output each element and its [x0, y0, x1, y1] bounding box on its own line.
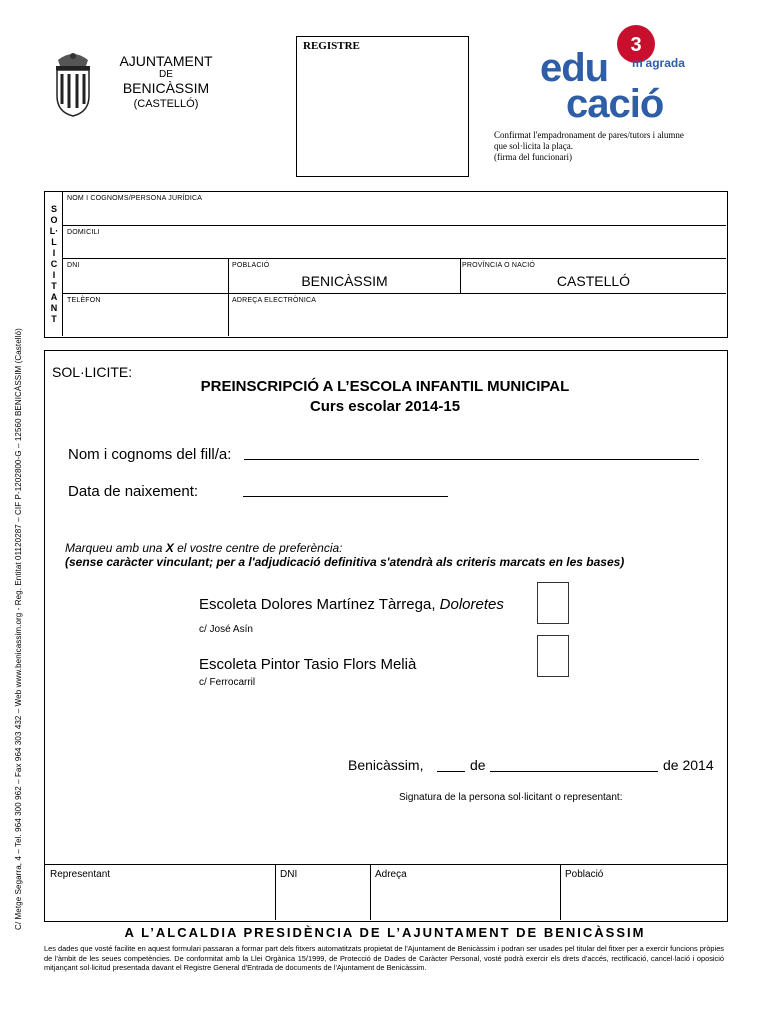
email-label: ADREÇA ELECTRÒNICA — [232, 297, 317, 304]
applicant-email-field[interactable] — [229, 306, 725, 335]
name-label: NOM I COGNOMS/PERSONA JURÍDICA — [67, 195, 203, 202]
rep-dni-label: DNI — [280, 869, 298, 880]
child-name-field[interactable] — [244, 459, 699, 460]
dni-label: DNI — [67, 262, 80, 269]
school-2-name: Escoleta Pintor Tasio Flors Melià — [199, 656, 417, 673]
address-label: DOMICILI — [67, 229, 100, 236]
town-value[interactable]: BENICÀSSIM — [301, 273, 388, 289]
rep-town-label: Població — [565, 869, 604, 880]
applicant-dni-field[interactable] — [63, 271, 227, 292]
signature-label: Signatura de la persona sol·licitant o representant: — [399, 792, 623, 803]
org-line-4: (CASTELLÓ) — [133, 98, 199, 110]
instruction-line-1: Marqueu amb una X el vostre centre de preferència: — [65, 541, 343, 555]
signature-de: de — [470, 757, 486, 773]
phone-label: TELÈFON — [67, 297, 101, 304]
school-1-address: c/ José Asín — [199, 624, 253, 635]
educacio-logo — [540, 22, 685, 132]
request-subtitle: Curs escolar 2014-15 — [309, 398, 461, 415]
col-divider — [560, 864, 561, 920]
school-2-checkbox[interactable] — [537, 635, 569, 677]
signature-year: de 2014 — [663, 757, 714, 773]
registre-box — [296, 36, 469, 177]
org-line-3: BENICÀSSIM — [122, 80, 210, 96]
birth-date-label: Data de naixement: — [68, 483, 199, 500]
applicant-address-field[interactable] — [63, 238, 725, 257]
signature-area[interactable] — [399, 808, 699, 858]
row-divider — [62, 258, 726, 259]
logo-edu-text: edu — [540, 46, 609, 90]
request-title: PREINSCRIPCIÓ A L’ESCOLA INFANTIL MUNICIPAL — [200, 378, 570, 395]
province-value[interactable]: CASTELLÓ — [556, 273, 631, 289]
applicant-phone-field[interactable] — [63, 306, 227, 335]
data-protection-notice: Les dades que vosté facilite en aquest formulari passaran a formar part dels fitxers automatitzats propietat de l'Ajuntament de Benicàssim i podran ser usades pel titular del fitxer per a exercir funcions pròpies de l'àmbit de les seues competències. De conformitat amb la Llei Orgànica 15/1999, de Protecció de Dades de Caràcter Personal, vosté podrà exercir els drets d'accés, rectificació, cancel·lació i oposició mitjançant sol·licitud presentada davant el Registre General d'Entrada de documents de l'Ajuntament de Benicàssim. — [44, 944, 724, 972]
birth-date-field[interactable] — [243, 496, 448, 497]
school-1-name: Escoleta Dolores Martínez Tàrrega, Doloretes — [199, 596, 504, 613]
col-divider — [370, 864, 371, 920]
confirm-line-3: (firma del funcionari) — [494, 152, 572, 162]
coat-of-arms-icon — [50, 50, 96, 120]
instruction-line-2: (sense caràcter vinculant; per a l'adjudicació definitiva s'atendrà als criteris marcats en les bases) — [65, 555, 625, 569]
representative-label: Representant — [50, 869, 111, 880]
signature-place: Benicàssim, — [348, 757, 424, 773]
confirmation-note — [494, 130, 684, 163]
applicant-name-field[interactable] — [63, 204, 725, 224]
school-1-checkbox[interactable] — [537, 582, 569, 624]
row-divider — [62, 225, 726, 226]
sollicitant-vertical-label: S O L· L I C I T A N T — [49, 204, 59, 324]
org-line-2: DE — [159, 69, 173, 80]
org-line-1: AJUNTAMENT — [119, 53, 213, 69]
month-field[interactable] — [490, 771, 658, 772]
col-divider — [275, 864, 276, 920]
logo-magrada-text: m'agrada — [632, 56, 685, 70]
province-label: PROVÍNCIA O NACIÓ — [462, 262, 536, 269]
registre-label: REGISTRE — [303, 40, 360, 52]
confirm-line-1: Confirmat l'empadronament de pares/tutors i alumne — [494, 130, 684, 140]
rep-address-label: Adreça — [375, 869, 407, 880]
confirm-line-2: que sol·licita la plaça. — [494, 141, 573, 151]
town-label: POBLACIÓ — [232, 262, 270, 269]
row-divider — [62, 293, 726, 294]
logo-cacio-text: cació — [566, 82, 664, 126]
day-field[interactable] — [437, 771, 465, 772]
addressee-heading: A L’ALCALDIA PRESIDÈNCIA DE L’AJUNTAMENT DE BENICÀSSIM — [124, 925, 646, 940]
organization-header — [106, 54, 226, 112]
svg-text:3: 3 — [630, 34, 642, 56]
school-2-address: c/ Ferrocarril — [199, 677, 256, 688]
sidebar-address-text: C/ Metge Segarra, 4 – Tel. 964 300 962 – Fax 964 303 432 – Web www.benicassim.org - Reg. Entitat 01120287 – CIF P-1202800-G – 12560 BENICÀSSIM (Castelló) — [14, 328, 23, 930]
child-name-label: Nom i cognoms del fill/a: — [68, 446, 232, 463]
request-label: SOL·LICITE: — [52, 364, 133, 380]
